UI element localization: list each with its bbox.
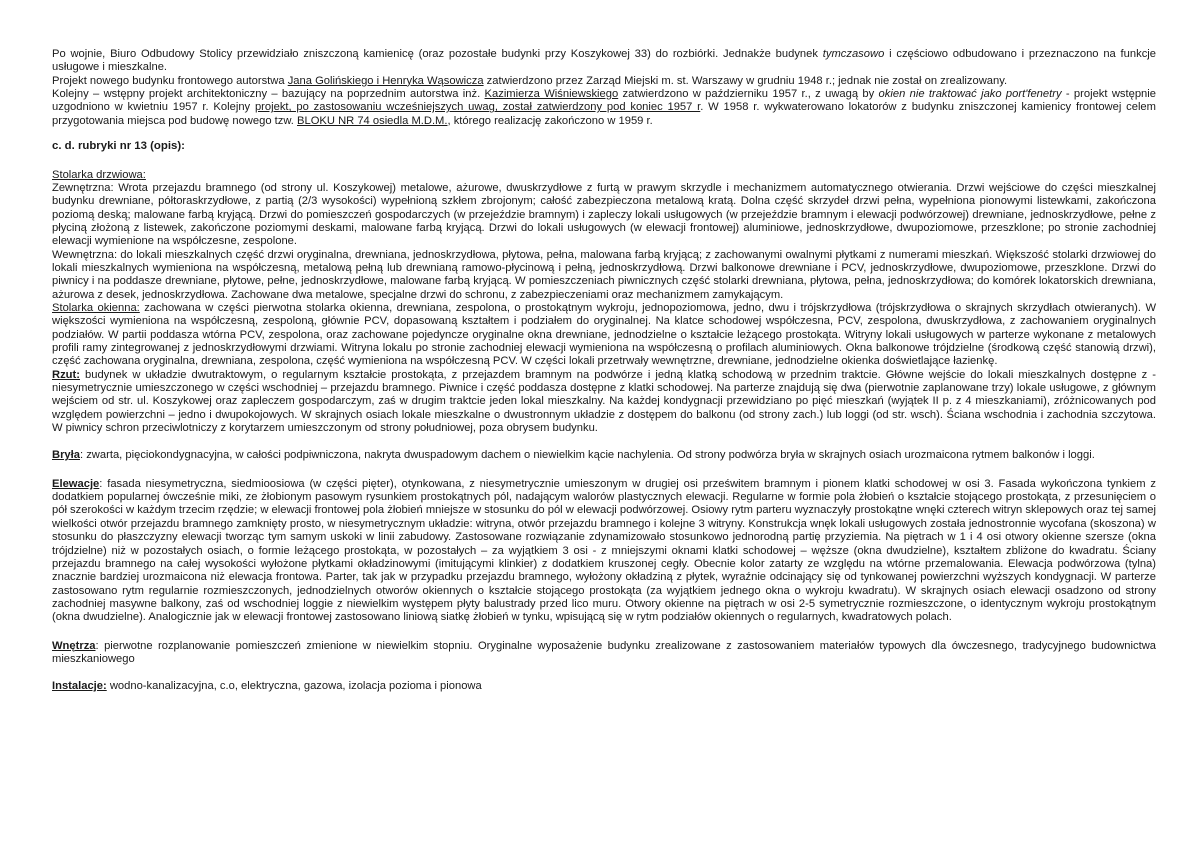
intro-text: . W 1958 r. wykwaterowano lokatorów z budynku zniszczonej kamienicy frontowej celem przygotowania miejsca pod budowę nowego tzw. [52, 101, 1156, 127]
interiors-text: : pierwotne rozplanowanie pomieszczeń zmienione w niewielkim stopniu. Oryginalne wyposażenie budynku zrealizowane z zastosowaniem materiałów typowych dla ówczesnego, tradycyjnego budownictwa mieszkaniowego [52, 639, 1156, 665]
elevations-title: Elewacje [52, 477, 100, 490]
intro-emphasis: okien nie traktować jako port'fenetry [878, 88, 1062, 101]
plan-text: budynek w układzie dwutraktowym, o regularnym kształcie prostokąta, z przejazdem bramnym na podwórze i jedną klatką schodową w przednim traktcie. Główne wejście do lokali mieszkalnych dostępne z - niesymetrycznie umieszczonego w części wschodniej – przejazdu bramnego. Piwnice i część poddasza dostępne z klatki schodowej. Na parterze znajdują się dwa (pierwotnie zaplanowane trzy) lokale usługowe, z głównym wejściem od str. ul. Koszykowej oraz zapleczem gospodarczym, zaś w drugim traktcie jeden lokal mieszkalny. Na każdej kondygnacji przewidziano po pięć mieszkań (wyjątek II p. z 4 mieszkaniami), zróżnicowanych pod względem powierzchni – jedno i dwupokojowych. W skrajnych osiach lokale mieszkalne o dwustronnym układzie z dostępem do balkonu (od strony zach.) lub loggi (od str. wsch). Ściana wschodnia i zachodnia szczytowa. W piwnicy schron przeciwlotniczy z korytarzem umieszczonym od strony południowej, poza obrysem budynku. [52, 368, 1156, 435]
windows-text: zachowana w części pierwotna stolarka okienna, drewniana, zespolona, o prostokątnym wykroju, jednopoziomowa, jedno, dwu i trójskrzydłowa (trójskrzydłowa o skrajnych skrzydłach otwieranych). W większości wymieniona na współczesną, zespoloną, głównie PCV, dopasowaną kształtem i podziałem do oryginalnej. Na klatce schodowej współczesna, PCV, zespolona, dwuskrzydłowa, z zachowaniem oryginalnych podziałów. W partii poddasza wtórna PCV, zespolona, oraz zachowane pojedyncze oryginalne okna drewniane, jednodzielne o kształcie leżącego prostokąta. Witryny lokali usługowych w parterze wykonane z metalowych profili ramy zintegrowanej z jednoskrzydłowymi drzwiami. Witryna lokalu po stronie zachodniej elewacji wymieniona na współczesną o profilach aluminiowych. Okna balkonowe trójdzielne (środkową część stanowią drzwi), część zachowana oryginalna, drewniana, zespolona, część wymieniona na współczesną PCV. W części lokali przetrwały wewnętrzne, drewniane, jednodzielne okienka doświetlające łazienkę. [52, 302, 1157, 368]
doors-exterior-paragraph: Zewnętrzna: Wrota przejazdu bramnego (od strony ul. Koszykowej) metalowe, ażurowe, dwuskrzydłowe z furtą w prawym skrzydle i mechanizmem automatycznego otwierania. Drzwi wejściowe do części mieszkalnej budynku drewniane, półtoraskrzydłowe, z partią (2/3 wysokości) wypełnioną szkłem zbrojonym; całość zabezpieczona metalową kratą. Dolna część skrzydeł drzwi pełna, wypełniona pionowymi listewkami, zakończona poziomą deską; malowane farbą kryjącą. Drzwi do pomieszczeń gospodarczych (w przejeździe bramnym) i zapleczy lokali usługowych (w przejeździe bramnym i elewacji podwórzowej) drewniane, jednoskrzydłowe, pełne z płyciną złożoną z listewek, zakończone poziomymi deskami, malowane farbą kryjącą. Drzwi do lokali usługowych (w elewacji frontowej) aluminiowe, jednoskrzydłowe, dwupoziomowe, przeszklone; po stronie zachodniej elewacji wymienione na współczesne, zespolone. [52, 181, 1156, 248]
block-link[interactable]: BLOKU NR 74 osiedla M.D.M. [297, 114, 448, 127]
installations-paragraph [52, 680, 1156, 693]
windows-paragraph [52, 302, 1156, 369]
doors-title: Stolarka drzwiowa: [52, 168, 146, 181]
massing-title: Bryła [52, 449, 80, 462]
windows-title: Stolarka okienna: [52, 302, 140, 314]
intro-text: i częściowo odbudowano i przeznaczono na funkcje usługowe i mieszkalne. [52, 48, 1156, 74]
interiors-paragraph [52, 640, 1156, 667]
doors-interior-paragraph: Wewnętrzna: do lokali mieszkalnych część drzwi oryginalna, drewniana, jednoskrzydłowa, płytowa, pełna, malowana farbą kryjącą; z zachowanymi owalnymi płytkami z numerami mieszkań. Większość stolarki drzwiowej do lokali mieszkalnych wymieniona na współczesną, metalową pełną lub drewnianą ramowo-płycinową i pełną, jednoskrzydłową. Drzwi balkonowe drewniane i PCV, jednoskrzydłowe, dwupoziomowe, przeszklone. Drzwi do piwnicy i na poddasze drewniane, płytowe, pełne, jednoskrzydłowe, malowane farbą kryjącą. W pomieszczeniach piwnicznych część stolarki drewniana, płytowa, pełna, jednoskrzydłowa; do komórek lokatorskich drewniana, ażurowa z desek, jednoskrzydłowa. Zachowane dwa metalowe, specjalne drzwi do schronu, z zabezpieczeniami oraz mechanizmem zamykającym. [52, 248, 1156, 301]
architect-link[interactable]: Kazimierza Wiśniewskiego [484, 88, 619, 101]
intro-text: Kolejny – wstępny projekt architektoniczny – bazujący na poprzednim autorstwa inż. [52, 88, 485, 101]
massing-paragraph [52, 449, 1156, 462]
intro-text: zatwierdzono przez Zarząd Miejski m. st. Warszawy w grudniu 1948 r.; jednak nie został on zrealizowany. [483, 74, 1008, 87]
elevations-paragraph [52, 478, 1156, 625]
interiors-title: Wnętrza [52, 639, 96, 652]
intro-paragraph-1 [52, 48, 1156, 75]
doors-title-line [52, 169, 1156, 182]
plan-title: Rzut: [52, 368, 80, 381]
installations-text: wodno-kanalizacyjna, c.o, elektryczna, gazowa, izolacja pozioma i pionowa [106, 680, 482, 693]
intro-paragraph-3 [52, 88, 1156, 128]
section-heading: c. d. rubryki nr 13 (opis): [52, 140, 185, 153]
intro-paragraph-2 [52, 75, 1156, 88]
intro-text: Po wojnie, Biuro Odbudowy Stolicy przewidziało zniszczoną kamienicę (oraz pozostałe budynki przy Koszykowej 33) do rozbiórki. Jednakże budynek [52, 48, 823, 60]
intro-text: Projekt nowego budynku frontowego autorstwa [52, 74, 288, 87]
intro-text: zatwierdzono w październiku 1957 r., z uwagą by [618, 88, 879, 101]
intro-emphasis: tymczasowo [822, 48, 885, 60]
authors-link[interactable]: Jana Golińskiego i Henryka Wąsowicza [287, 74, 484, 87]
intro-text: , którego realizację zakończono w 1959 r. [447, 114, 653, 127]
installations-title: Instalacje: [52, 680, 107, 693]
massing-text: : zwarta, pięciokondygnacyjna, w całości podpiwniczona, nakryta dwuspadowym dachem o niewielkim kącie nachylenia. Od strony podwórza bryła w skrajnych osiach urozmaicona rytmem balkonów i loggi. [80, 449, 1095, 462]
plan-paragraph [52, 369, 1156, 436]
intro-text: - projekt wstępnie uzgodniono w kwietniu 1957 r. Kolejny [52, 88, 1156, 114]
project-link[interactable]: projekt, po zastosowaniu wcześniejszych uwag, został zatwierdzony pod koniec 1957 r [254, 101, 701, 114]
elevations-text: : fasada niesymetryczna, siedmioosiowa (w części pięter), otynkowana, z niesymetrycznie umieszonym w drugiej osi prześwitem bramnym i pionem klatki schodowej w osi 3. Fasada wykończona tynkiem z dodatkiem popularnej ówcześnie miki, ze żłobionym pasowym rysunkiem prostokątnych pól, nadającym walorów plastycznych elewacji. Regularne w formie pola żłobień o kształcie stojącego prostokąta, z przesunięciem o pół szerokości w każdym trzecim rzędzie; w elewacji frontowej pola żłobień mniejsze w stosunku do pól w elewacji podwórzowej. Osiowy rytm parteru wyznaczyły prostokątne wnęki czterech witryn sklepowych oraz tej samej wielkości otwór przejazdu bramnego zamknięty prosto, w niesymetrycznym układzie: witryna, otwór przejazdu bramnego i kolejne 3 witryny. Konstrukcja wnęk lokali usługowych została jednostronnie wycofana (skoszona) w stosunku do płaszczyzny elewacji tworząc tym samym uskoki w linii zabudowy. Zastosowane rozwiązanie zdynamizowało stosunkowo jednorodną partię przyziemia. Na piętrach w 1 i 4 osi otwory okienne szersze (okna trójdzielne) niż w pozostałych osiach, o formie leżącego prostokąta, w pozostałych – za wyjątkiem 3 osi - z mniejszymi oknami klatki schodowej – węższe (okna dwudzielne), kształtem zbliżone do kwadratu. Ściany przejazdu bramnego na całej wysokości wyłożone płytkami okładzinowymi (imitującymi klinkier) z dodatkiem kruszonej cegły. Obecnie kolor zatarty ze względu na wtórne przemalowania. Elewacja podwórzowa (tylna) znacznie bardziej urozmaicona niż elewacja frontowa. Parter, tak jak w przypadku przejazdu bramnego, wyłożony okładziną z płytek, wyraźnie odcinający się od tynkowanej powierzchni wyższych kondygnacji. W parterze zastosowano rytm regularnie rozmieszczonych, jednodzielnych otworów okiennych o kształcie stojącego prostokąta (za wyjątkiem jednego okna o wykroju kwadratu). W skrajnych osiach elewacji osadzono od strony zachodniej masywne balkony, zaś od wschodniej loggie z niewielkim występem płyty balustrady przed lico muru. Otwory okienne na piętrach w osi 2-5 symetrycznie rozmieszczone, o identycznym wykroju prostokątnym (okna dwudzielne). Analogicznie jak w elewacji frontowej zastosowano liniową siatkę żłobień w tynku, wpisującą się w rytm podziałów okiennych o regularnych, kwadratowych polach. [52, 477, 1156, 624]
